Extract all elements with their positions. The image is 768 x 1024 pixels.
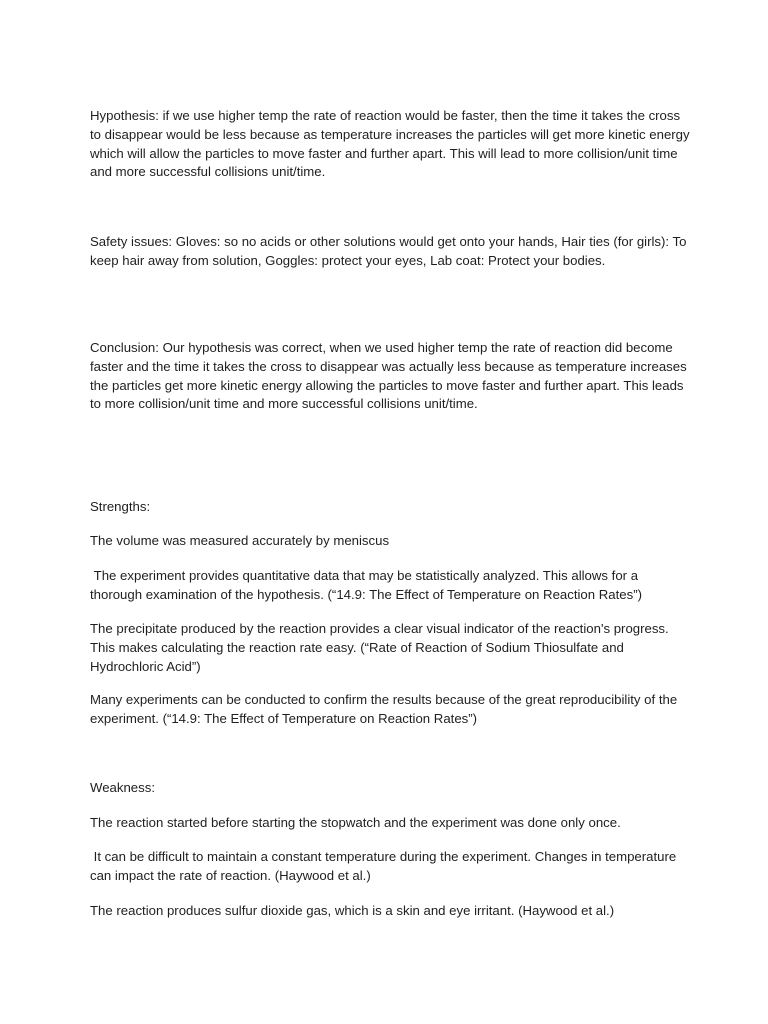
weakness-item: It can be difficult to maintain a constant temperature during the experiment. Changes in temperature can impact the rate of reaction. (Haywood et al.) bbox=[90, 849, 680, 883]
strength-item: The experiment provides quantitative data that may be statistically analyzed. This allows for a thorough examination of the hypothesis. (“14.9: The Effect of Temperature on Reaction Rates”) bbox=[90, 568, 642, 602]
strengths-heading: Strengths: bbox=[90, 499, 151, 514]
strength-item: The precipitate produced by the reaction provides a clear visual indicator of the reaction's progress. This makes calculating the reaction rate easy. (“Rate of Reaction of Sodium Thiosulfate and Hydrochloric Acid”) bbox=[90, 621, 669, 674]
weakness-heading: Weakness: bbox=[90, 780, 155, 795]
safety-issues-paragraph: Safety issues: Gloves: so no acids or other solutions would get onto your hands, Hair ties (for girls): To keep hair away from solution, Goggles: protect your eyes, Lab coat: Protect your bodies. bbox=[90, 234, 687, 268]
strength-item: The volume was measured accurately by meniscus bbox=[90, 533, 390, 548]
hypothesis-paragraph: Hypothesis: if we use higher temp the rate of reaction would be faster, then the time it takes the cross to disappear would be less because as temperature increases the particles will get more kinetic energy which will allow the particles to move faster and further apart. This will lead to more collision/unit time and more successful collisions unit/time. bbox=[90, 108, 690, 180]
conclusion-paragraph: Conclusion: Our hypothesis was correct, when we used higher temp the rate of reaction did become faster and the time it takes the cross to disappear was actually less because as temperature increases the particles get more kinetic energy allowing the particles to move faster and further apart. This leads to more collision/unit time and more successful collisions unit/time. bbox=[90, 340, 687, 412]
weakness-item: The reaction produces sulfur dioxide gas, which is a skin and eye irritant. (Haywood et al.) bbox=[90, 903, 615, 918]
weakness-item: The reaction started before starting the stopwatch and the experiment was done only once. bbox=[90, 815, 621, 830]
strength-item: Many experiments can be conducted to confirm the results because of the great reproducibility of the experiment. (“14.9: The Effect of Temperature on Reaction Rates”) bbox=[90, 692, 678, 726]
